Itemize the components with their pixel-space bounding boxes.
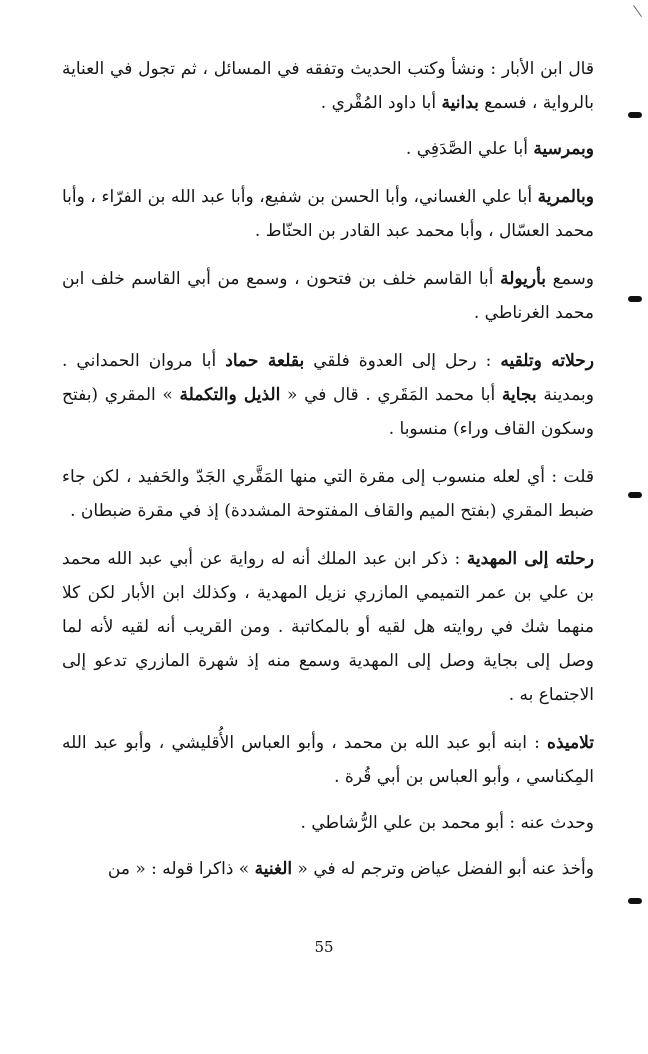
paragraph (62, 726, 622, 794)
paragraph-text: وسمع (546, 269, 594, 289)
paragraph-text: أبا القاسم خلف بن فتحون ، وسمع من أبي القاسم خلف ابن محمد الغرناطي . (62, 269, 594, 323)
section-heading: رحلاته وتلقيه (500, 351, 595, 371)
paragraph-text: : ابنه أبو عبد الله بن محمد ، وأبو العباس الأُقليشي ، وأبو عبد الله المِكناسي ، وأبو العباس بن أبي قُرة . (62, 733, 594, 787)
book-title: الغنية (254, 859, 293, 879)
paragraph-text: » المقري (بفتح وسكون القاف وراء) منسوبا . (62, 385, 594, 439)
paragraph-text: أبا محمد المَقَري . قال في « (280, 385, 502, 405)
paragraph-text: وأخذ عنه أبو الفضل عياض وترجم له في « (292, 859, 594, 879)
paragraph-text: أبا علي الصَّدَفِي . (405, 139, 534, 159)
paragraph-text: وحدث عنه : أبو محمد بن علي الرُّشاطي . (300, 813, 594, 833)
paragraph (62, 806, 622, 840)
paragraph-text: قال ابن الأبار : ونشأ وكتب الحديث وتفقه في المسائل ، ثم تجول في العناية بالرواية ، فسمع (62, 59, 594, 113)
scan-edge-mark (628, 112, 642, 118)
place-name: وبالمرية (537, 187, 594, 207)
scan-edge-mark (628, 898, 642, 904)
book-title: الذيل والتكملة (179, 385, 281, 405)
place-name: بدانية (441, 93, 479, 113)
paragraph-text: قلت : أي لعله منسوب إلى مقرة التي منها المَقَّري الجَدّ والحَفيد ، لكن جاء ضبط المقري (بفتح الميم والقاف المفتوحة المشددة) إذ في مقرة ضبطان . (62, 467, 594, 521)
paragraph-text: أبا علي الغساني، وأبا الحسن بن شفيع، وأبا عبد الله بن الفرّاء ، وأبا محمد العسّال ، وأبا محمد عبد القادر بن الحنّاط . (62, 187, 594, 241)
scan-corner-mark (633, 5, 642, 17)
paragraph (62, 852, 622, 886)
paragraph-text: أبا مروان الحمداني . وبمدينة (62, 351, 594, 405)
paragraph-text: : رحل إلى العدوة فلقي (304, 351, 501, 371)
paragraph (62, 132, 622, 166)
place-name: بقلعة حماد (225, 351, 305, 371)
paragraph-text: » ذاكرا قوله : « من (107, 859, 255, 879)
paragraph (62, 52, 622, 120)
place-name: بأريولة (500, 269, 547, 289)
paragraph-text: أبا داود المُقْري . (320, 93, 442, 113)
paragraph-text: : ذكر ابن عبد الملك أنه له رواية عن أبي عبد الله محمد بن علي بن عمر التميمي المازري نزيل المهدية ، وكذلك ابن الأبار لكن كلا منهما شك في روايته هل لقيه أو بالمكاتبة . ومن القريب أنه لقيه لأنه لما وصل إلى بجاية وصل إلى المهدية وسمع منه إذ شهرة المازري تدعو إلى الاجتماع به . (62, 549, 594, 705)
section-heading: تلاميذه (547, 733, 594, 753)
paragraph (62, 262, 622, 330)
scan-edge-mark (628, 296, 642, 302)
scan-edge-mark (628, 492, 642, 498)
place-name: بجاية (501, 385, 537, 405)
page-body (62, 52, 622, 886)
place-name: وبمرسية (533, 139, 594, 159)
page-number: 55 (314, 938, 334, 956)
paragraph (62, 460, 622, 528)
section-heading: رحلته إلى المهدية (466, 549, 594, 569)
paragraph (62, 180, 622, 248)
paragraph (62, 542, 622, 712)
paragraph (62, 344, 622, 446)
